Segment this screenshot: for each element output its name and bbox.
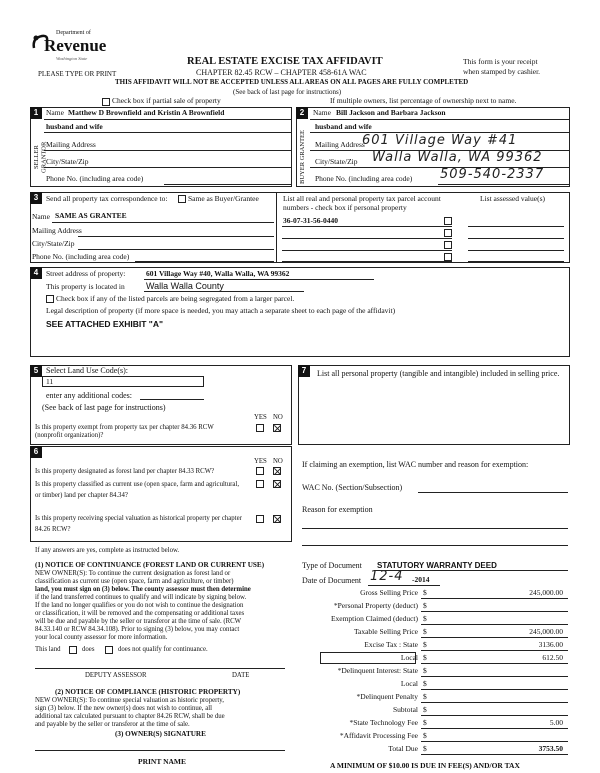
wac-label: WAC No. (Section/Subsection) xyxy=(302,483,403,492)
partial-sale-checkbox[interactable] xyxy=(102,98,110,106)
tax-phone-label: Phone No. (including area code) xyxy=(32,252,130,261)
please-type: PLEASE TYPE OR PRINT xyxy=(38,70,117,78)
receipt-line1: This form is your receipt xyxy=(463,57,538,66)
tax-name-label: Name xyxy=(32,212,50,221)
exemption-claim-label: If claiming an exemption, list WAC number and reason for exemption: xyxy=(302,460,529,469)
doc-date-label: Date of Document xyxy=(302,576,362,585)
deputy-assessor: DEPUTY ASSESSOR xyxy=(85,672,147,679)
personal-property-label: List all personal property (tangible and intangible) included in selling price. xyxy=(317,369,560,378)
current-use-yes-checkbox[interactable] xyxy=(256,480,264,488)
notice1-l3: land, you must sign on (3) below. The county assessor must then determine xyxy=(35,586,251,593)
exempt-no-checkbox[interactable] xyxy=(273,424,281,432)
forest-no-checkbox[interactable] xyxy=(273,467,281,475)
fin-currency: $ xyxy=(423,627,427,636)
buyer-city[interactable]: Walla Walla, WA 99362 xyxy=(372,150,543,165)
buyer-mailing[interactable]: 601 Village Way #41 xyxy=(362,133,518,148)
same-as-buyer-label: Same as Buyer/Grantee xyxy=(188,194,259,203)
historic-question: Is this property receiving special valuation as historical property per chapter 84.26 RCW? xyxy=(35,515,242,533)
fin-value[interactable]: 3753.50 xyxy=(538,744,563,753)
land-does-not-checkbox[interactable] xyxy=(105,646,113,654)
fin-currency: $ xyxy=(423,666,427,675)
land-use-see-back: (See back of last page for instructions) xyxy=(42,403,166,412)
doc-type-label: Type of Document xyxy=(302,561,362,570)
section-6-number: 6 xyxy=(30,446,42,458)
section-1-number: 1 xyxy=(30,107,42,119)
seller-phone-label: Phone No. (including area code) xyxy=(46,174,144,183)
s5-yes-header: YES xyxy=(254,414,267,421)
dor-logo xyxy=(30,28,107,68)
legal-label: Legal description of property (if more space is needed, you may attach a separate sheet to each page of the affidavit) xyxy=(46,306,396,315)
notice1-l4: if the land transferred continues to qualify and will indicate by signing below. xyxy=(35,594,247,601)
print-name-label: PRINT NAME xyxy=(138,757,186,766)
section-2-number: 2 xyxy=(296,107,308,119)
legal-description[interactable]: SEE ATTACHED EXHIBIT "A" xyxy=(46,319,163,329)
forest-yes-checkbox[interactable] xyxy=(256,467,264,475)
fin-currency: $ xyxy=(423,614,427,623)
fin-currency: $ xyxy=(423,640,427,649)
fin-label: *Delinquent Interest: State xyxy=(337,666,418,675)
seller-name-label: Name xyxy=(46,108,64,117)
buyer-relationship[interactable]: husband and wife xyxy=(315,122,372,131)
notice1-title: (1) NOTICE OF CONTINUANCE (FOREST LAND OR CURRENT USE) xyxy=(35,561,265,569)
doc-type[interactable]: STATUTORY WARRANTY DEED xyxy=(377,561,497,570)
s5-no-header: NO xyxy=(273,414,283,421)
notice2-l3: additional tax calculated pursuant to chapter 84.26 RCW, shall be due xyxy=(35,713,225,720)
located-county[interactable]: Walla Walla County xyxy=(146,281,224,291)
fin-label: *State Technology Fee xyxy=(349,718,418,727)
same-as-buyer-checkbox[interactable] xyxy=(178,195,186,203)
section-4-number: 4 xyxy=(30,267,42,279)
dept-line1: Department of xyxy=(56,30,91,36)
assessed-header: List assessed value(s) xyxy=(480,194,545,203)
seller-side-label: SELLER GRANTOR xyxy=(33,141,48,173)
notice1-l8: 84.33.140 or RCW 84.34.108). Prior to signing (3) below, you may contact xyxy=(35,626,240,633)
notice1-l2: classification as current use (open space, farm and agriculture, or timber) xyxy=(35,578,234,585)
fin-label: Taxable Selling Price xyxy=(353,627,418,636)
fin-currency: $ xyxy=(423,744,427,753)
section-5-number: 5 xyxy=(30,365,42,377)
fin-currency: $ xyxy=(423,705,427,714)
fin-value[interactable]: 612.50 xyxy=(542,653,563,662)
receipt-line2: when stamped by cashier. xyxy=(463,67,541,76)
fin-label: Local xyxy=(400,653,418,662)
s6-no-header: NO xyxy=(273,458,283,465)
buyer-name[interactable]: Bill Jackson and Barbara Jackson xyxy=(336,108,446,117)
exempt-yes-checkbox[interactable] xyxy=(256,424,264,432)
fin-label: Gross Selling Price xyxy=(360,588,418,597)
fin-label: Total Due xyxy=(388,744,418,753)
partial-sale-label: Check box if partial sale of property xyxy=(112,96,221,105)
dept-line2: Revenue xyxy=(44,36,107,55)
historic-no-checkbox[interactable] xyxy=(273,515,281,523)
additional-codes-label: enter any additional codes: xyxy=(46,391,132,400)
dept-tagline: Washington State xyxy=(56,56,88,61)
fin-label: Subtotal xyxy=(392,705,418,714)
fin-value[interactable]: 245,000.00 xyxy=(529,588,563,597)
fin-label: Excise Tax : State xyxy=(364,640,418,649)
land-does-checkbox[interactable] xyxy=(69,646,77,654)
buyer-mailing-label: Mailing Address xyxy=(315,140,365,149)
historic-yes-checkbox[interactable] xyxy=(256,515,264,523)
seller-relationship[interactable]: husband and wife xyxy=(46,122,103,131)
land-use-label: Select Land Use Code(s): xyxy=(46,366,128,375)
notice1-l7: will be due and payable by the seller or transferor at the time of sale. (RCW xyxy=(35,618,242,625)
seller-city-label: City/State/Zip xyxy=(46,157,89,166)
current-use-question: Is this property classified as current use (open space, farm and agricultural, or timber) land per chapter 84.34? xyxy=(35,481,240,499)
buyer-name-label: Name xyxy=(313,108,331,117)
s6-yes-header: YES xyxy=(254,458,267,465)
notice1-l5: If the land no longer qualifies or you do not wish to continue the designation xyxy=(35,602,244,609)
fin-label: *Delinquent Penalty xyxy=(356,692,418,701)
fin-currency: $ xyxy=(423,731,427,740)
notice2-title: (2) NOTICE OF COMPLIANCE (HISTORIC PROPERTY) xyxy=(55,688,241,696)
tax-name[interactable]: SAME AS GRANTEE xyxy=(55,211,127,220)
section-3-number: 3 xyxy=(30,192,42,204)
notice1-l9: your local county assessor for more information. xyxy=(35,634,168,641)
land-use-code-field[interactable] xyxy=(42,376,204,387)
buyer-phone[interactable]: 509-540-2337 xyxy=(440,167,545,182)
parcel-header: List all real and personal property tax parcel account numbers - check box if personal property xyxy=(283,194,441,212)
form-title: REAL ESTATE EXCISE TAX AFFIDAVIT xyxy=(187,56,383,67)
buyer-side-label: BUYER GRANTEE xyxy=(299,130,306,184)
fin-label: *Affidavit Processing Fee xyxy=(339,731,418,740)
send-correspondence-label: Send all property tax correspondence to: xyxy=(46,194,168,203)
multiple-owners-note: If multiple owners, list percentage of ownership next to name. xyxy=(330,96,517,105)
buyer-city-label: City/State/Zip xyxy=(315,157,358,166)
land-label: This land xyxy=(35,646,61,653)
parcel-number[interactable]: 36-07-31-56-0440 xyxy=(283,216,338,225)
seller-mailing-label: Mailing Address xyxy=(46,140,96,149)
forest-question: Is this property designated as forest land per chapter 84.33 RCW? xyxy=(35,468,215,475)
form-warning: THIS AFFIDAVIT WILL NOT BE ACCEPTED UNLESS ALL AREAS ON ALL PAGES ARE FULLY COMPLETED xyxy=(115,78,469,86)
notice1-l6: or classification, it will be removed and the compensating or additional taxes xyxy=(35,610,245,617)
fin-currency: $ xyxy=(423,601,427,610)
deputy-date: DATE xyxy=(232,672,250,679)
located-label: This property is located in xyxy=(46,282,125,291)
fin-currency: $ xyxy=(423,718,427,727)
land-does-not-label: does not qualify for continuance. xyxy=(118,646,208,653)
fin-label: *Personal Property (deduct) xyxy=(333,601,418,610)
buyer-phone-label: Phone No. (including area code) xyxy=(315,174,413,183)
street-address[interactable]: 601 Village Way #40, Walla Walla, WA 99362 xyxy=(146,269,290,278)
notice2-l1: NEW OWNER(S): To continue special valuation as historic property, xyxy=(35,697,224,704)
fin-label: Exemption Claimed (deduct) xyxy=(330,614,418,623)
segregated-label: Check box if any of the listed parcels are being segregated from a larger parcel. xyxy=(56,294,295,303)
land-does-label: does xyxy=(82,646,95,653)
fin-currency: $ xyxy=(423,588,427,597)
if-yes-note: If any answers are yes, complete as instructed below. xyxy=(35,547,180,554)
doc-date-year: -2014 xyxy=(412,575,430,584)
tax-mailing-label: Mailing Address xyxy=(32,226,82,235)
fin-currency: $ xyxy=(423,692,427,701)
tax-city-label: City/State/Zip xyxy=(32,239,75,248)
doc-date-handwritten[interactable]: 12-4 xyxy=(370,569,404,584)
owner-signature-title: (3) OWNER(S) SIGNATURE xyxy=(115,730,206,738)
fin-label: Local xyxy=(400,679,418,688)
exemption-reason-label: Reason for exemption xyxy=(302,505,373,514)
notice2-l2: sign (3) below. If the new owner(s) does not wish to continue, all xyxy=(35,705,212,712)
seller-name[interactable]: Matthew D Brownfield and Kristin A Brownfield xyxy=(68,108,225,117)
parcel-personal-checkbox-1[interactable] xyxy=(444,217,452,225)
exempt-question: Is this property exempt from property tax per chapter 84.36 RCW (nonprofit organization)? xyxy=(35,424,214,439)
land-use-code: 11 xyxy=(46,377,54,386)
minimum-fee-notice: A MINIMUM OF $10.00 IS DUE IN FEE(S) AND/OR TAX xyxy=(330,761,520,770)
parcel-personal-checkbox-4[interactable] xyxy=(444,253,452,261)
notice1-l1: NEW OWNER(S): To continue the current designation as forest land or xyxy=(35,570,231,577)
fin-currency: $ xyxy=(423,653,427,662)
current-use-no-checkbox[interactable] xyxy=(273,480,281,488)
parcel-personal-checkbox-3[interactable] xyxy=(444,241,452,249)
notice2-l4: and payable by the seller or transferor at the time of sale. xyxy=(35,721,190,728)
fin-value[interactable]: 3136.00 xyxy=(538,640,563,649)
form-subtitle: CHAPTER 82.45 RCW – CHAPTER 458-61A WAC xyxy=(196,68,367,77)
segregated-checkbox[interactable] xyxy=(46,295,54,303)
fin-value[interactable]: 245,000.00 xyxy=(529,627,563,636)
see-back-instructions: (See back of last page for instructions) xyxy=(233,88,342,96)
parcel-personal-checkbox-2[interactable] xyxy=(444,229,452,237)
section-7-number: 7 xyxy=(298,365,310,377)
fin-currency: $ xyxy=(423,679,427,688)
fin-value[interactable]: 5.00 xyxy=(549,718,563,727)
street-label: Street address of property: xyxy=(46,269,126,278)
